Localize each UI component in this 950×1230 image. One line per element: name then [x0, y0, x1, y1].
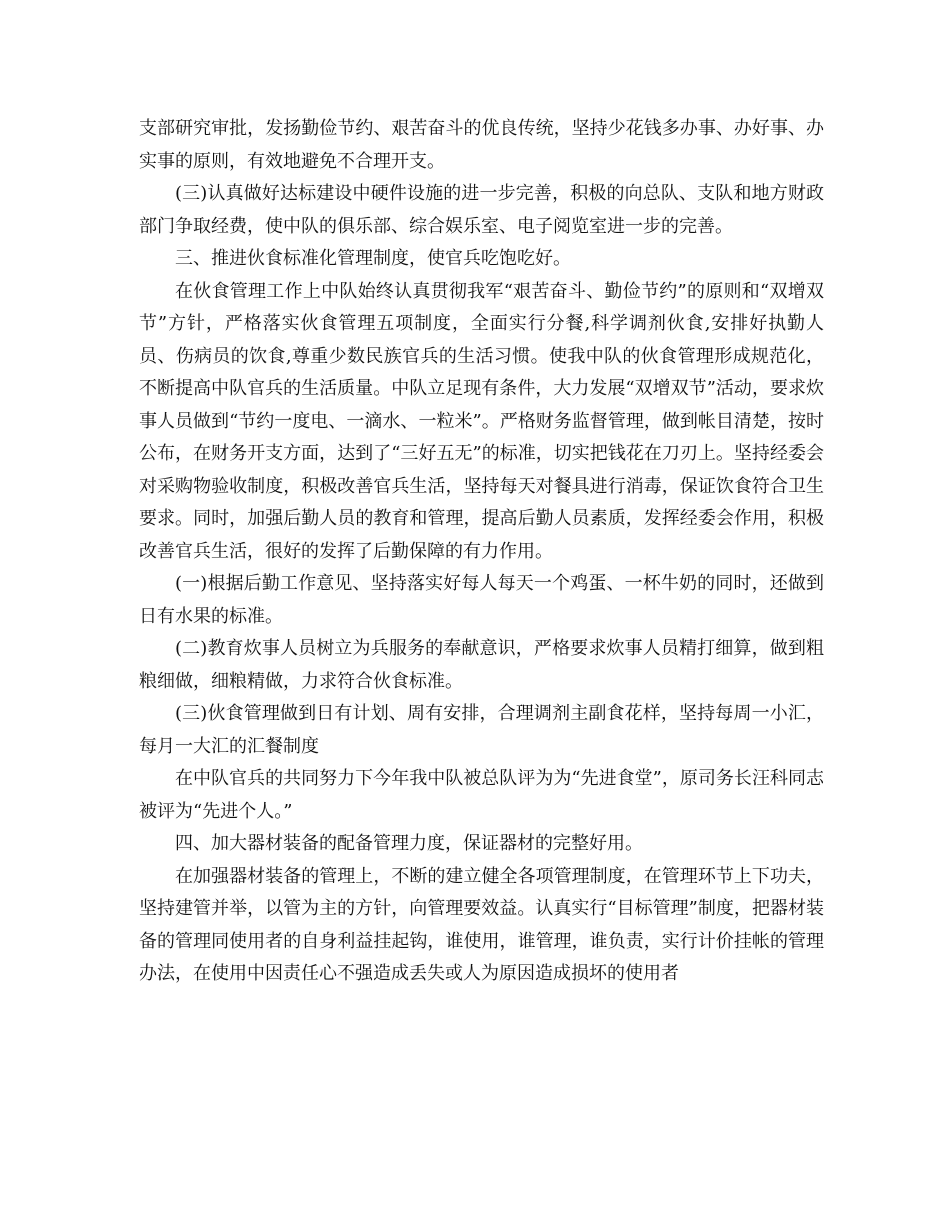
paragraph-hardware-facilities: (三)认真做好达标建设中硬件设施的进一步完善，积极的向总队、支队和地方财政部门争取经费，使中队的俱乐部、综合娱乐室、电子阅览室进一步的完善。 [139, 183, 824, 237]
document-body [139, 113, 824, 991]
paragraph-eggs-milk-fruit: (一)根据后勤工作意见、坚持落实好每人每天一个鸡蛋、一杯牛奶的同时，还做到日有水果的标准。 [139, 573, 824, 627]
paragraph-approval-continuation: 支部研究审批，发扬勤俭节约、艰苦奋斗的优良传统，坚持少花钱多办事、办好事、办实事的原则，有效地避免不合理开支。 [139, 118, 824, 172]
paragraph-food-management-detail: 在伙食管理工作上中队始终认真贯彻我军“艰苦奋斗、勤俭节约”的原则和“双增双节”方针，严格落实伙食管理五项制度，全面实行分餐,科学调剂伙食,安排好执勤人员、伤病员的饮食,尊重少数民族官兵的生活习惯。使我中队的伙食管理形成规范化，不断提高中队官兵的生活质量。中队立足现有条件，大力发展“双增双节”活动，要求炊事人员做到“节约一度电、一滴水、一粒米”。严格财务监督管理，做到帐目清楚，按时公布，在财务开支方面，达到了“三好五无”的标准，切实把钱花在刀刃上。坚持经委会对采购物验收制度，积极改善官兵生活，坚持每天对餐具进行消毒，保证饮食符合卫生要求。同时，加强后勤人员的教育和管理，提高后勤人员素质，发挥经委会作用，积极改善官兵生活，很好的发挥了后勤保障的有力作用。 [139, 280, 824, 562]
section-heading-equipment: 四、加大器材装备的配备管理力度，保证器材的完整好用。 [175, 833, 643, 854]
paragraph-awards: 在中队官兵的共同努力下今年我中队被总队评为为“先进食堂”，原司务长汪科同志被评为“先进个人。” [139, 768, 824, 822]
paragraph-equipment-management: 在加强器材装备的管理上，不断的建立健全各项管理制度，在管理环节上下功夫，坚持建管并举，以管为主的方针，向管理要效益。认真实行“目标管理”制度，把器材装备的管理同使用者的自身利益挂起钩，谁使用，谁管理，谁负责，实行计价挂帐的管理办法，在使用中因责任心不强造成丢失或人为原因造成损坏的使用者 [139, 865, 824, 984]
paragraph-meal-planning: (三)伙食管理做到日有计划、周有安排，合理调剂主副食花样，坚持每周一小汇，每月一大汇的汇餐制度 [139, 703, 824, 757]
section-heading-food-management: 三、推进伙食标准化管理制度，使官兵吃饱吃好。 [175, 248, 571, 269]
paragraph-cook-service: (二)教育炊事人员树立为兵服务的奉献意识，严格要求炊事人员精打细算，做到粗粮细做，细粮精做，力求符合伙食标准。 [139, 638, 824, 692]
